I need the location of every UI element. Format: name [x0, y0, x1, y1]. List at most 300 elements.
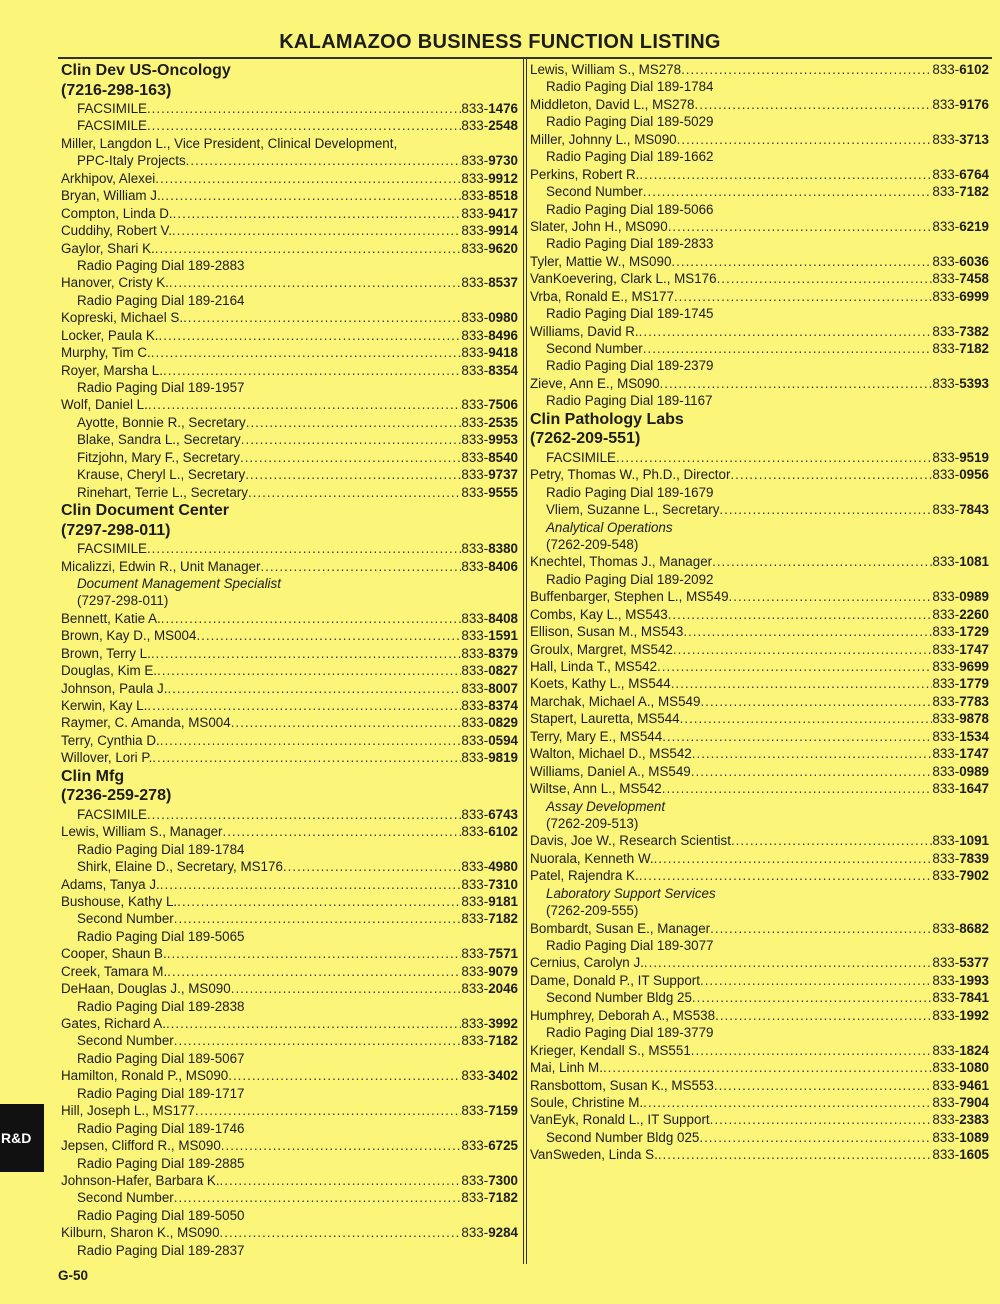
phone-number: 833-2535: [461, 414, 518, 430]
entry-name: Blake, Sandra L., Secretary: [77, 432, 241, 448]
dot-leader: [699, 1129, 932, 1146]
phone-number: 833-6764: [932, 166, 989, 182]
dot-leader: [166, 1015, 461, 1032]
phone-number: 833-6036: [932, 253, 989, 269]
phone-number: 833-9284: [461, 1225, 518, 1241]
entry-name: Humphrey, Deborah A., MS538: [530, 1007, 716, 1023]
phone-number: 833-6102: [461, 824, 518, 840]
listing-note-text: Radio Paging Dial 189-1746: [77, 1120, 245, 1136]
dot-leader: [692, 745, 933, 762]
listing-entry: [530, 183, 989, 200]
entry-name: VanEyk, Ronald L., IT Support: [530, 1112, 710, 1128]
listing-note-text: Radio Paging Dial 189-2092: [546, 571, 714, 587]
listing-note: [530, 937, 989, 954]
dot-leader: [654, 850, 933, 867]
listing-entry: [530, 588, 989, 605]
entry-name: Petry, Thomas W., Ph.D., Director: [530, 467, 731, 483]
listing-note: [61, 1242, 518, 1259]
entry-name: Hill, Joseph L., MS177: [61, 1103, 195, 1119]
listing-note: [530, 78, 989, 95]
listing-note-text: Radio Paging Dial 189-3779: [546, 1025, 714, 1041]
dot-leader: [161, 187, 462, 204]
listing-entry: [530, 449, 989, 466]
listing-note: [530, 484, 989, 501]
phone-number: 833-8406: [461, 558, 518, 574]
phone-number: 833-6743: [461, 806, 518, 822]
dot-leader: [172, 222, 461, 239]
dot-leader: [731, 832, 932, 849]
entry-name: Kilburn, Sharon K., MS090: [61, 1225, 220, 1241]
listing-note-text: Radio Paging Dial 189-2379: [546, 358, 714, 374]
listing-entry: [61, 732, 518, 749]
phone-number: 833-7839: [932, 850, 989, 866]
phone-number: 833-8374: [461, 698, 518, 713]
listing-entry: [530, 641, 989, 658]
listing-entry: [61, 714, 518, 731]
listing-entry: [530, 270, 989, 287]
dot-leader: [220, 1224, 462, 1241]
dot-leader: [177, 893, 461, 910]
dot-leader: [700, 972, 932, 989]
listing-note: [61, 928, 518, 945]
dot-leader: [260, 558, 461, 575]
listing-entry: [61, 1189, 518, 1206]
entry-name: Shirk, Elaine D., Secretary, MS176: [77, 859, 283, 875]
listing-note: [61, 292, 518, 309]
phone-number: 833-7182: [932, 341, 989, 356]
entry-name: Jepsen, Clifford R., MS090: [61, 1138, 221, 1154]
entry-name: Ransbottom, Susan K., MS553: [530, 1077, 714, 1093]
dot-leader: [246, 414, 462, 431]
phone-number: 833-9953: [461, 432, 518, 448]
listing-entry: [530, 1094, 989, 1111]
phone-number: 833-8518: [461, 188, 518, 204]
phone-number: 833-7182: [932, 184, 989, 200]
entry-name: Perkins, Robert R.: [530, 166, 640, 182]
listing-note-text: Radio Paging Dial 189-2164: [77, 292, 245, 308]
entry-name: Compton, Linda D.: [61, 205, 173, 221]
entry-name: Willover, Lori P.: [61, 750, 153, 766]
listing-entry: [530, 658, 989, 675]
listing-entry: [61, 1172, 518, 1189]
listing-entry: [61, 240, 518, 257]
entry-name: Douglas, Kim E.: [61, 663, 158, 679]
entry-name: Davis, Joe W., Research Scientist: [530, 833, 731, 849]
dot-leader: [186, 152, 462, 169]
phone-number: 833-7506: [461, 397, 518, 413]
dot-leader: [283, 858, 461, 875]
listing-entry: [61, 662, 518, 679]
listing-entry: [61, 205, 518, 222]
listing-entry: [61, 309, 518, 326]
dot-leader: [195, 1102, 461, 1119]
phone-number: 833-9914: [461, 223, 518, 239]
phone-number: 833-7382: [932, 323, 989, 339]
listing-entry: [61, 749, 518, 766]
dot-leader: [231, 980, 462, 997]
listing-entry: [61, 1137, 518, 1154]
phone-number: 833-1729: [932, 624, 989, 640]
dot-leader: [151, 344, 462, 361]
dot-leader: [147, 540, 461, 557]
section-tab: R&D: [0, 1104, 44, 1172]
dot-leader: [643, 183, 933, 200]
dot-leader: [147, 806, 461, 823]
entry-name: Brown, Terry L.: [61, 645, 151, 661]
listing-entry: [530, 780, 989, 797]
dot-leader: [715, 1007, 932, 1024]
listing-entry: [530, 675, 989, 692]
phone-number: 833-8540: [461, 449, 518, 465]
listing-entry: [61, 100, 518, 117]
listing-note-text: Radio Paging Dial 189-1745: [546, 306, 714, 322]
listing-entry: [530, 553, 989, 570]
entry-name: FACSIMILE: [77, 541, 147, 557]
dot-leader: [639, 166, 932, 183]
phone-number: 833-7458: [932, 271, 989, 287]
dot-leader: [241, 431, 462, 448]
listing-entry: [61, 327, 518, 344]
phone-number: 833-8682: [932, 920, 989, 936]
listing-entry: [61, 540, 518, 557]
entry-name: Adams, Tanya J.: [61, 876, 160, 892]
listing-note: [61, 1120, 518, 1137]
dot-leader: [616, 449, 932, 466]
listing-entry: [530, 623, 989, 640]
dot-leader: [658, 1146, 933, 1163]
listing-note-text: Radio Paging Dial 189-1784: [546, 79, 714, 95]
phone-number: 833-7904: [932, 1094, 989, 1110]
entry-name: PPC-Italy Projects: [77, 153, 186, 169]
phone-number: 833-0989: [932, 589, 989, 605]
subsection-code: (7262-209-548): [546, 536, 639, 552]
phone-number: 833-7843: [932, 502, 989, 518]
listing-entry: [530, 501, 989, 518]
phone-number: 833-2548: [461, 118, 518, 134]
listing-note: [530, 235, 989, 252]
subsection-heading: Laboratory Support Services: [546, 885, 716, 901]
listing-entry: [61, 945, 518, 962]
listing-entry: [61, 910, 518, 927]
dot-leader: [657, 658, 932, 675]
entry-name: Stapert, Lauretta, MS544: [530, 711, 680, 727]
dot-leader: [671, 253, 932, 270]
listing-note: [61, 998, 518, 1015]
entry-name: Lewis, William S., MS278: [530, 62, 682, 77]
listing-entry: [530, 1059, 989, 1076]
phone-number: 833-9912: [461, 170, 518, 186]
phone-number: 833-1089: [932, 1129, 989, 1145]
dot-leader: [183, 309, 461, 326]
listing-entry: [61, 627, 518, 644]
entry-name: Middleton, David L., MS278: [530, 96, 695, 112]
entry-name: Creek, Tamara M.: [61, 963, 168, 979]
phone-number: 833-9555: [461, 484, 518, 500]
phone-number: 833-9819: [461, 750, 518, 766]
listing-note: [61, 257, 518, 274]
phone-number: 833-9417: [461, 205, 518, 221]
entry-name: Bushouse, Kathy L.: [61, 893, 178, 909]
phone-number: 833-9079: [461, 963, 518, 979]
listing-entry: [530, 989, 989, 1006]
listing-note-text: Radio Paging Dial 189-1679: [546, 484, 714, 500]
dot-leader: [691, 763, 933, 780]
dot-leader: [714, 1077, 933, 1094]
dot-leader: [712, 553, 932, 570]
listing-entry: [61, 1102, 518, 1119]
entry-name: Walton, Michael D., MS542: [530, 746, 692, 762]
listing-note: [530, 392, 989, 409]
entry-name: Gates, Richard A.: [61, 1016, 166, 1031]
phone-number: 833-5393: [932, 375, 989, 391]
dot-leader: [222, 823, 461, 840]
entry-name: Wolf, Daniel L.: [61, 397, 148, 413]
listing-entry: [61, 414, 518, 431]
listing-entry: [530, 61, 989, 78]
listing-note-text: Radio Paging Dial 189-5050: [77, 1207, 245, 1223]
dot-leader: [643, 340, 933, 357]
phone-number: 833-0980: [461, 310, 518, 326]
entry-name: Slater, John H., MS090: [530, 218, 668, 234]
listing-note: [61, 841, 518, 858]
entry-name: Krause, Cheryl L., Secretary: [77, 467, 246, 483]
entry-name: Rinehart, Terrie L., Secretary: [77, 484, 248, 500]
subsection-heading: Analytical Operations: [546, 519, 673, 535]
dot-leader: [231, 714, 462, 731]
listing-note-text: Radio Paging Dial 189-2883: [77, 257, 245, 273]
listing-entry: [530, 288, 989, 305]
entry-name: Fitzjohn, Mary F., Secretary: [77, 449, 240, 465]
listing-entry: [530, 253, 989, 270]
dot-leader: [167, 680, 461, 697]
entry-name: Second Number Bldg 025: [546, 1129, 700, 1145]
listing-entry: [61, 1032, 518, 1049]
dot-leader: [662, 780, 933, 797]
phone-number: 833-1605: [932, 1147, 989, 1163]
entry-name: Kerwin, Kay L.: [61, 698, 148, 713]
entry-name: Miller, Johnny L., MS090: [530, 131, 677, 147]
listing-entry: [61, 396, 518, 413]
entry-name: Johnson-Hafer, Barbara K.: [61, 1172, 220, 1188]
entry-name: Nuorala, Kenneth W.: [530, 850, 654, 866]
listing-note-text: Radio Paging Dial 189-2885: [77, 1155, 245, 1171]
phone-number: 833-7182: [461, 911, 518, 927]
dot-leader: [680, 710, 933, 727]
phone-number: 833-6219: [932, 218, 989, 234]
phone-number: 833-7783: [932, 693, 989, 709]
listing-entry: [61, 980, 518, 997]
phone-number: 833-0989: [932, 763, 989, 779]
entry-name: Marchak, Michael A., MS549: [530, 693, 701, 709]
listing-note-text: Radio Paging Dial 189-5029: [546, 114, 714, 130]
entry-name: Wiltse, Ann L., MS542: [530, 781, 662, 797]
entry-name: Micalizzi, Edwin R., Unit Manager: [61, 558, 261, 574]
phone-number: 833-2383: [932, 1112, 989, 1128]
listing-entry: [530, 763, 989, 780]
right-column: [530, 61, 989, 1164]
phone-number: 833-8007: [461, 680, 518, 696]
phone-number: 833-0594: [461, 732, 518, 748]
dot-leader: [147, 117, 461, 134]
dot-leader: [668, 218, 933, 235]
listing-entry: [530, 1007, 989, 1024]
listing-entry: [61, 362, 518, 379]
phone-number: 833-9730: [461, 153, 518, 169]
phone-number: 833-1824: [932, 1042, 989, 1058]
listing-note-text: Radio Paging Dial 189-2838: [77, 998, 245, 1014]
dot-leader: [710, 920, 932, 937]
phone-number: 833-7571: [461, 946, 518, 962]
entry-name: Second Number: [77, 911, 174, 927]
dot-leader: [639, 323, 933, 340]
page-number: G-50: [58, 1268, 89, 1283]
phone-number: 833-2046: [461, 981, 518, 997]
entry-name: Cuddihy, Robert V.: [61, 223, 172, 239]
entry-name: Dame, Donald P., IT Support: [530, 972, 700, 988]
phone-number: 833-1779: [932, 676, 989, 692]
listing-note: [61, 1207, 518, 1224]
listing-entry: [61, 274, 518, 291]
dot-leader: [152, 749, 461, 766]
dot-leader: [729, 588, 933, 605]
dot-leader: [151, 645, 462, 662]
phone-number: 833-7182: [461, 1190, 518, 1206]
column-divider: [523, 58, 527, 1264]
listing-entry: [61, 344, 518, 361]
listing-note: [61, 135, 518, 152]
department-heading: Clin Pathology Labs: [530, 410, 684, 428]
phone-number: 833-7902: [932, 868, 989, 884]
phone-number: 833-7841: [932, 990, 989, 1006]
phone-number: 833-7159: [461, 1103, 518, 1119]
dot-leader: [157, 662, 461, 679]
listing-entry: [61, 152, 518, 169]
dot-leader: [671, 675, 933, 692]
phone-number: 833-3713: [932, 131, 989, 147]
listing-entry: [530, 96, 989, 113]
listing-entry: [61, 449, 518, 466]
entry-name: Zieve, Ann E., MS090: [530, 375, 660, 391]
dot-leader: [221, 1137, 462, 1154]
dot-leader: [691, 1042, 933, 1059]
dot-leader: [677, 131, 933, 148]
entry-name: Ellison, Susan M., MS543: [530, 624, 684, 640]
listing-entry: [61, 1015, 518, 1032]
entry-name: Vrba, Ronald E., MS177: [530, 288, 674, 304]
entry-name: Second Number: [546, 341, 643, 356]
listing-entry: [530, 1111, 989, 1128]
entry-name: Lewis, William S., Manager: [61, 824, 223, 840]
listing-entry: [530, 323, 989, 340]
department-heading: (7297-298-011): [61, 521, 171, 539]
phone-number: 833-9737: [461, 467, 518, 483]
phone-number: 833-6102: [932, 62, 989, 77]
entry-name: Terry, Mary E., MS544: [530, 728, 663, 744]
listing-note: [61, 379, 518, 396]
entry-name: Cooper, Shaun B.: [61, 946, 167, 962]
listing-entry: [530, 466, 989, 483]
listing-entry: [61, 680, 518, 697]
subsection-code: (7262-209-513): [546, 815, 639, 831]
dot-leader: [147, 697, 461, 714]
phone-number: 833-9176: [932, 96, 989, 112]
listing-note: [61, 1155, 518, 1172]
dot-leader: [660, 375, 933, 392]
listing-note: [530, 201, 989, 218]
department-heading: (7262-209-551): [530, 430, 641, 448]
entry-name: Williams, Daniel A., MS549: [530, 763, 691, 779]
entry-name: Second Number: [77, 1190, 174, 1206]
phone-number: 833-1591: [461, 628, 518, 644]
phone-number: 833-6999: [932, 288, 989, 304]
listing-entry: [530, 850, 989, 867]
listing-entry: [530, 693, 989, 710]
dot-leader: [730, 466, 932, 483]
listing-entry: [530, 606, 989, 623]
phone-number: 833-2260: [932, 606, 989, 622]
entry-name: Kopreski, Michael S.: [61, 310, 184, 326]
phone-number: 833-8496: [461, 327, 518, 343]
listing-entry: [530, 1146, 989, 1163]
phone-number: 833-1993: [932, 972, 989, 988]
department-heading: Clin Document Center: [61, 502, 230, 520]
entry-name: Second Number: [77, 1033, 174, 1049]
entry-name: Terry, Cynthia D.: [61, 732, 160, 748]
listing-entry: [61, 963, 518, 980]
phone-number: 833-7300: [461, 1172, 518, 1188]
listing-entry: [530, 340, 989, 357]
entry-name: Combs, Kay L., MS543: [530, 606, 668, 622]
listing-note-text: Radio Paging Dial 189-1957: [77, 380, 245, 395]
dot-leader: [220, 1172, 462, 1189]
entry-name: Krieger, Kendall S., MS551: [530, 1042, 691, 1058]
entry-name: Bombardt, Susan E., Manager: [530, 920, 711, 936]
dot-leader: [644, 954, 933, 971]
entry-name: FACSIMILE: [77, 806, 147, 822]
phone-number: 833-9181: [461, 893, 518, 909]
dot-leader: [681, 61, 932, 78]
phone-number: 833-4980: [461, 859, 518, 875]
department-heading: Clin Dev US-Oncology: [61, 62, 231, 79]
dot-leader: [174, 1189, 462, 1206]
dot-leader: [240, 449, 461, 466]
phone-number: 833-9878: [932, 711, 989, 727]
listing-entry: [61, 697, 518, 714]
listing-entry: [61, 170, 518, 187]
phone-number: 833-1647: [932, 781, 989, 797]
phone-number: 833-8537: [461, 275, 518, 291]
entry-name: Second Number Bldg 25: [546, 990, 692, 1006]
dot-leader: [174, 1032, 462, 1049]
phone-number: 833-1747: [932, 641, 989, 657]
entry-name: Mai, Linh M.: [530, 1060, 603, 1076]
entry-name: Knechtel, Thomas J., Manager: [530, 554, 713, 570]
listing-note-text: Radio Paging Dial 189-1167: [546, 393, 713, 409]
listing-note: [530, 1024, 989, 1041]
page-title: KALAMAZOO BUSINESS FUNCTION LISTING: [279, 31, 721, 53]
dot-leader: [160, 732, 462, 749]
dot-leader: [159, 327, 462, 344]
phone-number: 833-1081: [932, 554, 989, 570]
entry-name: Gaylor, Shari K.: [61, 240, 155, 256]
listing-entry: [530, 867, 989, 884]
dot-leader: [196, 627, 461, 644]
subsection-heading: Document Management Specialist: [77, 575, 281, 591]
listing-entry: [61, 1067, 518, 1084]
listing-note-text: Radio Paging Dial 189-1662: [546, 149, 714, 165]
entry-name: VanSweden, Linda S.: [530, 1147, 658, 1163]
listing-note-text: Radio Paging Dial 189-1717: [77, 1085, 245, 1101]
